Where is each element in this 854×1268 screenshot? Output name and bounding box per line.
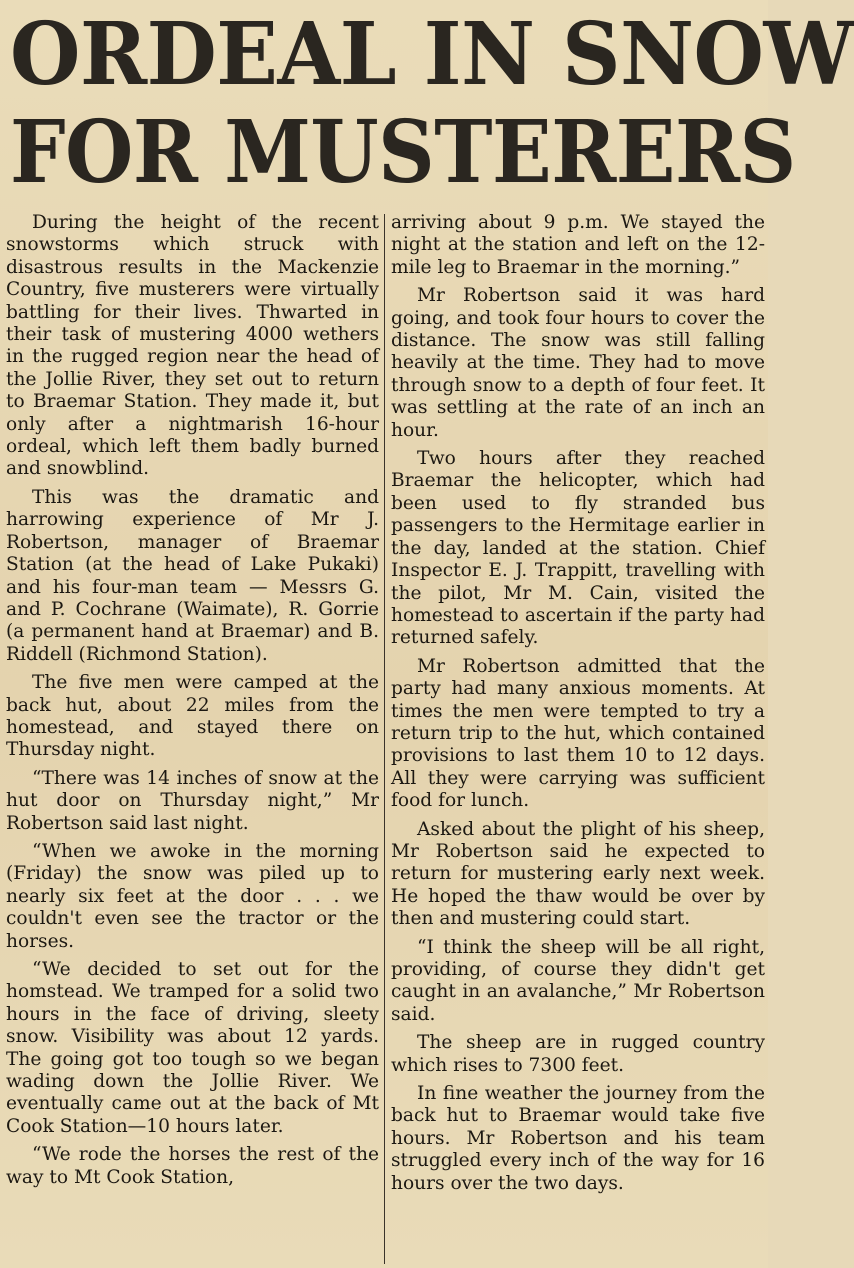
headline-line-1: ORDEAL IN SNOW [10,4,854,105]
paragraph: Mr Robertson admitted that the party had many anxious moments. At times the men were tempted to try a return trip to the hut, which contained provisions to last them 10 to 12 days. All they were carrying was sufficient food for lunch. [391,655,765,812]
paragraph: Mr Robertson said it was hard going, and took four hours to cover the distance. The snow was still falling heavily at the time. They had to move through snow to a depth of four feet. It was settling at the rate of an inch an hour. [391,285,765,441]
paragraph: During the height of the recent snowstorms which struck with disastrous results in the Mackenzie Country, five musterers were virtually battling for their lives. Thwarted in their task of mustering 4000 wethers in the rugged region near the head of the Jollie River, they set out to return to Braemar Station. They made it, but only after a nightmarish 16-hour ordeal, which left them badly burned and snowblind. [6,212,379,480]
headline [10,4,854,203]
paragraph: The five men were camped at the back hut, about 22 miles from the homestead, and stayed there on Thursday night. [6,672,379,761]
paragraph: “We rode the horses the rest of the way to Mt Cook Station, [6,1144,379,1188]
paragraph: Asked about the plight of his sheep, Mr Robertson said he expected to return for mustering early next week. He hoped the thaw would be over by then and mustering could start. [391,818,765,930]
paragraph: This was the dramatic and harrowing experience of Mr J. Robertson, manager of Braemar Station (at the head of Lake Pukaki) and his four-man team — Messrs G. and P. Cochrane (Waimate), R. Gorrie (a permanent hand at Braemar) and B. Riddell (Richmond Station). [6,486,379,665]
paragraph: “There was 14 inches of snow at the hut door on Thursday night,” Mr Robertson said last night. [6,767,379,834]
paragraph: arriving about 9 p.m. We stayed the night at the station and left on the 12-mile leg to Braemar in the morning.” [391,212,765,278]
article-column-right [391,212,765,1201]
paragraph: “When we awoke in the morning (Friday) the snow was piled up to nearly six feet at the door . . . we couldn't even see the tractor or the horses. [6,840,379,952]
paragraph: “We decided to set out for the homstead. We tramped for a solid two hours in the face of driving, sleety snow. Visibility was about 12 yards. The going got too tough so we began wading down the Jollie River. We eventually came out at the back of Mt Cook Station—10 hours later. [6,959,379,1137]
article-column-left [6,212,379,1195]
paragraph: In fine weather the journey from the back hut to Braemar would take five hours. Mr Robertson and his team struggled every inch of the way for 16 hours over the two days. [391,1083,765,1194]
paragraph: The sheep are in rugged country which rises to 7300 feet. [391,1032,765,1076]
paragraph: Two hours after they reached Braemar the helicopter, which had been used to fly stranded bus passengers to the Hermitage earlier in the day, landed at the station. Chief Inspector E. J. Trappitt, travelling with the pilot, Mr M. Cain, visited the homestead to ascertain if the party had returned safely. [391,448,765,649]
paragraph: “I think the sheep will be all right, providing, of course they didn't get caught in an avalanche,” Mr Robertson said. [391,936,765,1025]
column-divider [384,214,385,1264]
headline-line-2: FOR MUSTERERS [10,102,796,203]
